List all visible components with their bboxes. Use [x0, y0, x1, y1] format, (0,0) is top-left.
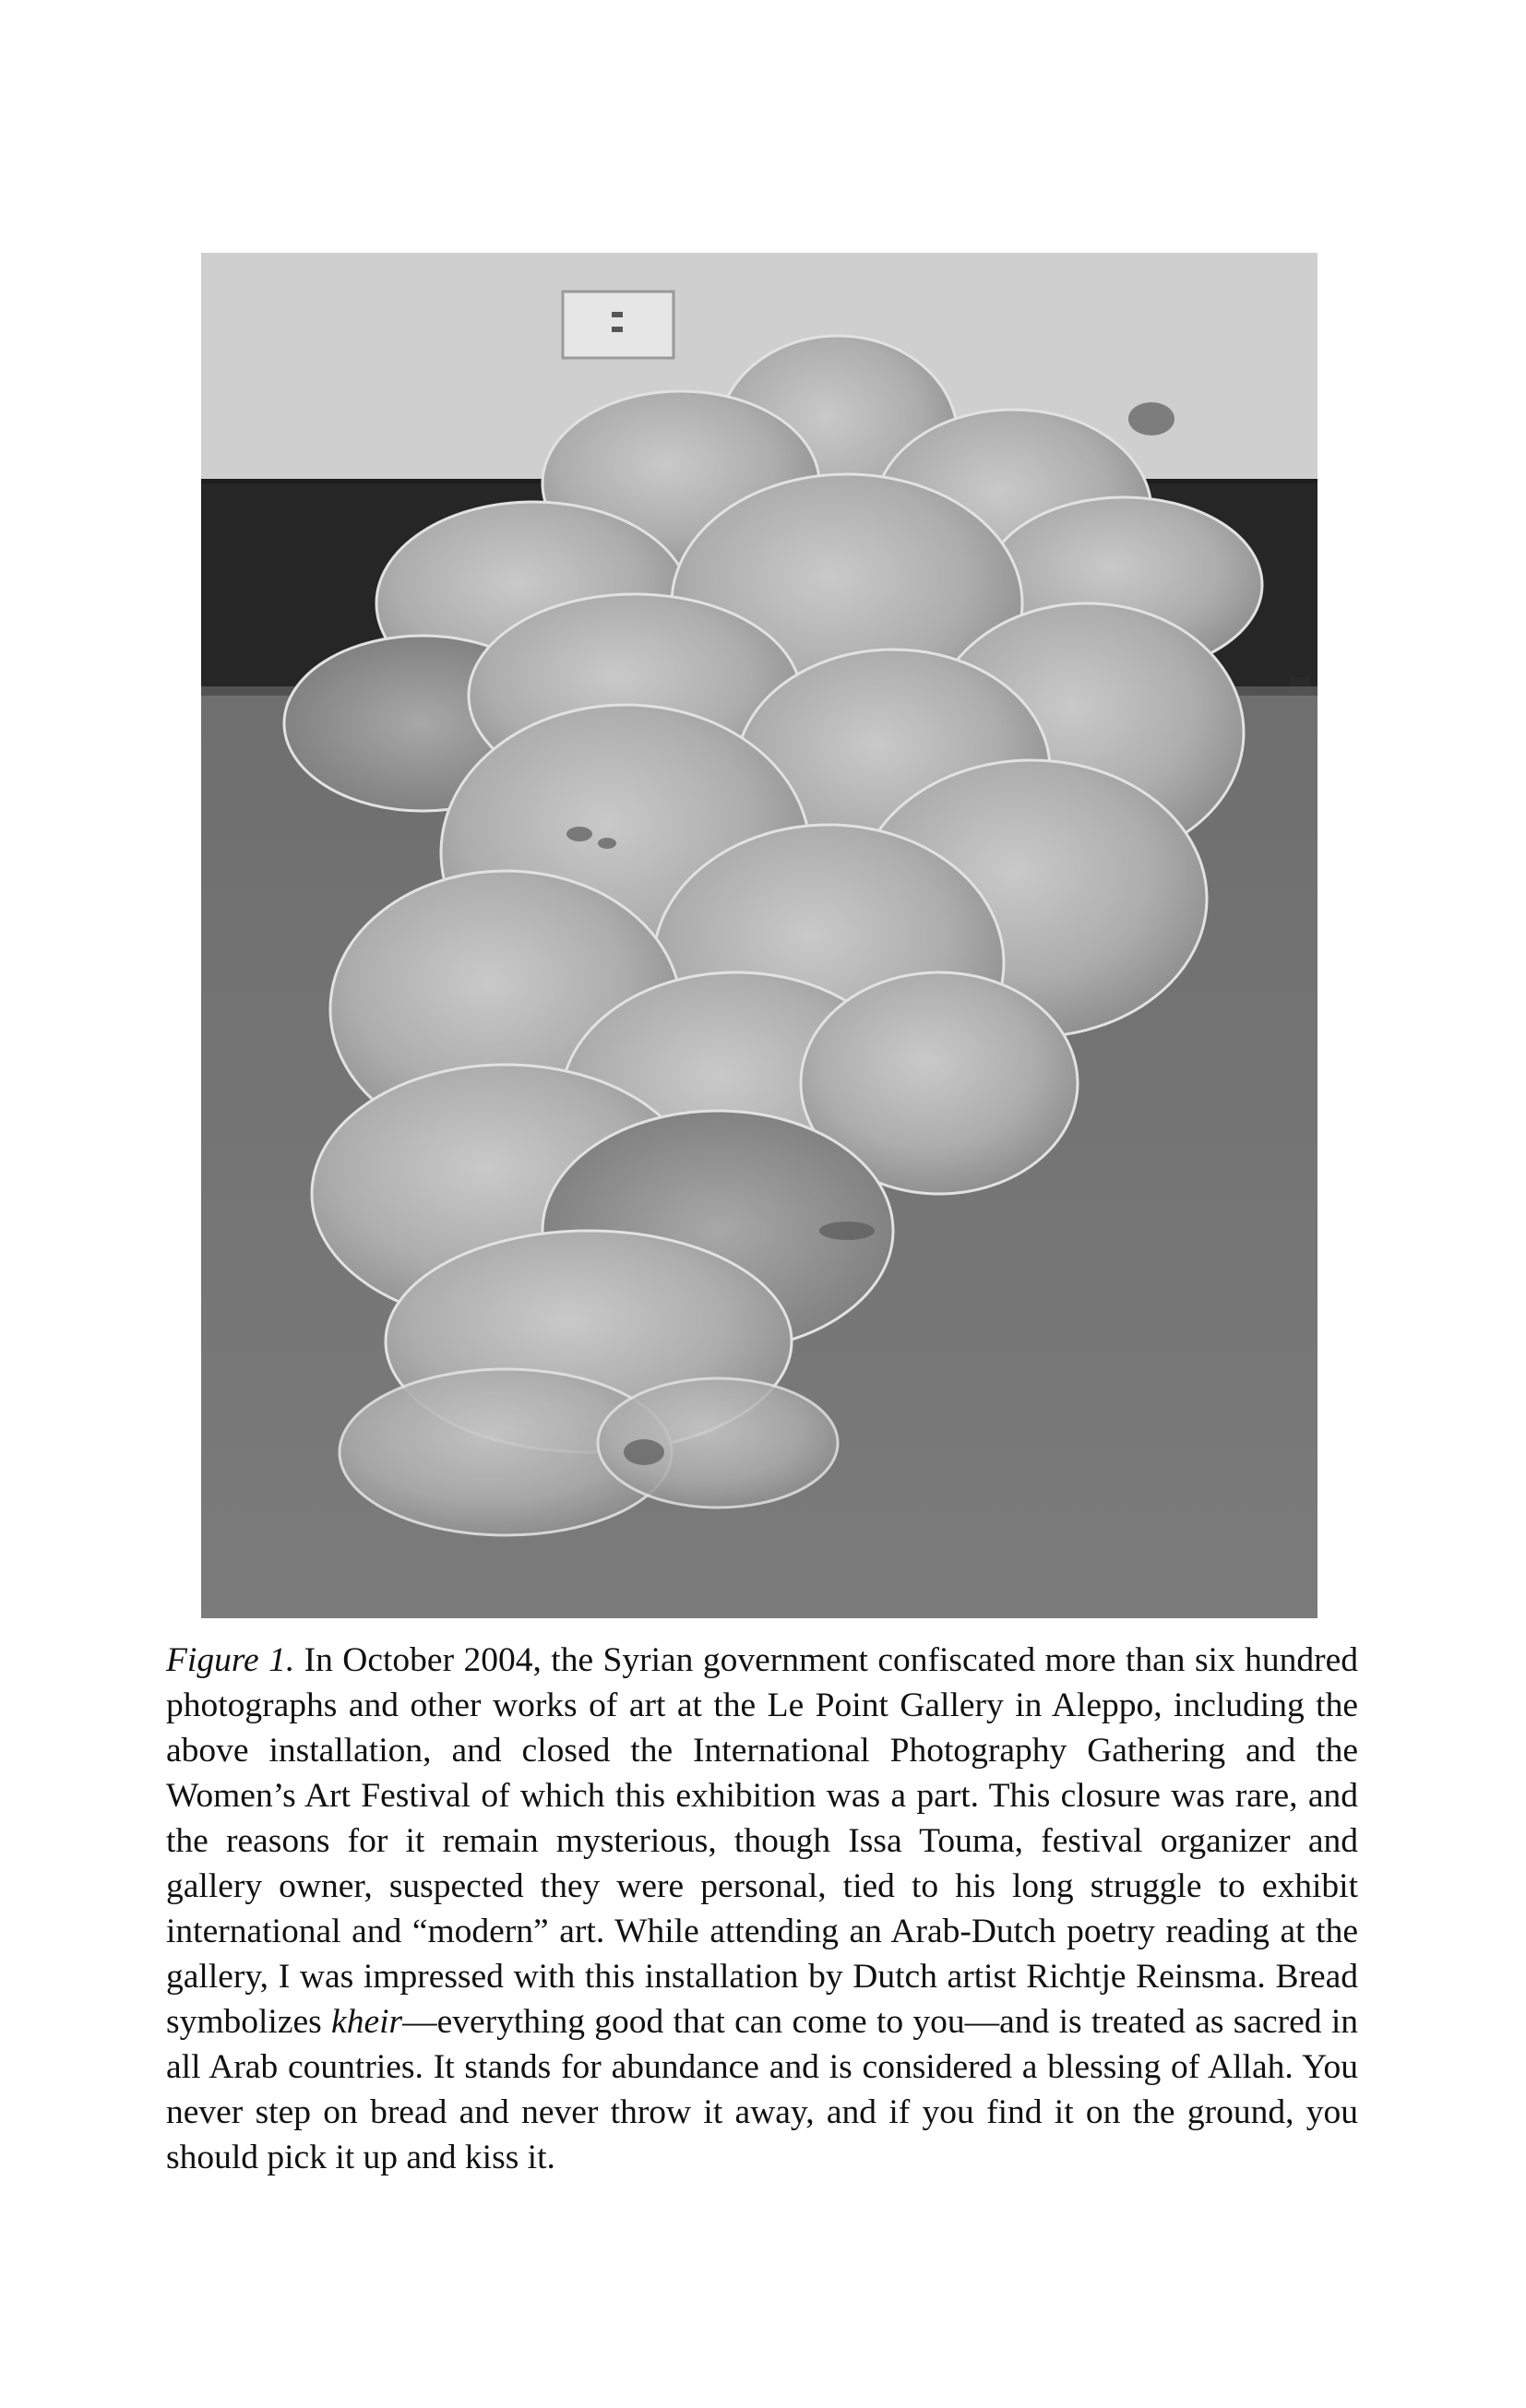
figure-caption — [166, 1638, 1358, 2180]
figure-label: Figure 1. — [166, 1641, 295, 1679]
bread-installation-image — [201, 253, 1317, 1618]
installation-photo — [201, 253, 1317, 1618]
caption-text-part2: —everything good that can come to you—and is treated as sacred in all Arab countries. It stands for abundance and is considered a blessing of Allah. You never step on bread and never throw it away, and if you find it on the ground, you should pick it up and kiss it. — [166, 2003, 1358, 2176]
caption-text-part1: In October 2004, the Syrian government confiscated more than six hundred photographs and other works of art at the Le Point Gallery in Aleppo, including the above installation, and closed the International Photography Gathering and the Women’s Art Festival of which this exhibition was a part. This closure was rare, and the reasons for it remain mysterious, though Issa Touma, festival organizer and gallery owner, suspected they were personal, tied to his long struggle to exhibit international and “modern” art. While attending an Arab-Dutch poetry reading at the gallery, I was impressed with this installation by Dutch artist Richtje Reinsma. Bread symbolizes — [166, 1641, 1359, 2041]
caption-italic-term: kheir — [331, 2003, 403, 2041]
